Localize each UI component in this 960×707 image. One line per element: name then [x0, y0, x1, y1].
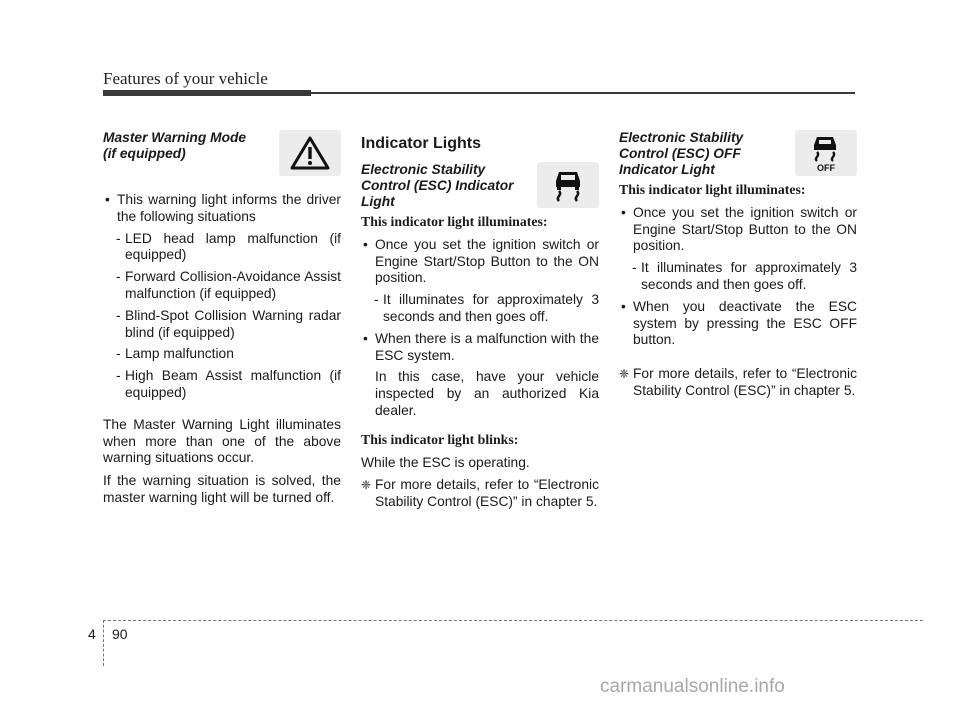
- master-warning-paragraph-1: The Master Warning Light illuminates when more than one of the above warning situations occur.: [103, 416, 341, 466]
- esc-off-icon: [795, 130, 857, 176]
- master-warning-heading: Master Warning Mode (if equipped): [103, 130, 247, 161]
- esc-indicator-heading-row: [361, 162, 599, 210]
- column-master-warning: [103, 130, 341, 513]
- esc-off-reference-note: ❈ For more details, refer to “Electronic Stability Control (ESC)” in chapter 5.: [619, 366, 857, 400]
- master-warning-item: - Lamp malfunction: [103, 346, 341, 363]
- esc-blinks-label: This indicator light blinks:: [361, 431, 519, 447]
- column-esc-indicator: [361, 130, 599, 516]
- watermark: carmanualsonline.info: [600, 676, 785, 697]
- svg-text:OFF: OFF: [817, 163, 835, 173]
- esc-illuminates-label: This indicator light illuminates:: [361, 214, 548, 229]
- esc-off-illuminates-label: This indicator light illuminates:: [619, 182, 806, 197]
- esc-off-bullet-1-sub: - It illuminates for approximately 3 seconds and then goes off.: [619, 260, 857, 294]
- master-warning-triangle-icon: [279, 130, 341, 176]
- master-warning-item: - Blind-Spot Collision Warning radar blind (if equipped): [103, 308, 341, 342]
- esc-off-bullet-2: • When you deactivate the ESC system by pressing the ESC OFF button.: [619, 299, 857, 349]
- esc-bullet-2: • When there is a malfunction with the ESC system.: [361, 331, 599, 365]
- master-warning-item: - LED head lamp malfunction (if equipped): [103, 231, 341, 265]
- footer-divider: [103, 620, 104, 666]
- master-warning-paragraph-2: If the warning situation is solved, the master warning light will be turned off.: [103, 473, 341, 505]
- esc-indicator-icon: [537, 162, 599, 208]
- header-rule-thin: [311, 92, 855, 94]
- footer-rule: [103, 620, 923, 621]
- esc-off-bullet-1: • Once you set the ignition switch or Engine Start/Stop Button to the ON position.: [619, 205, 857, 255]
- master-warning-item: - High Beam Assist malfunction (if equipped): [103, 368, 341, 402]
- esc-bullet-1: • Once you set the ignition switch or Engine Start/Stop Button to the ON position.: [361, 237, 599, 287]
- esc-bullet-1-sub: - It illuminates for approximately 3 seconds and then goes off.: [361, 292, 599, 326]
- chapter-number: 4: [88, 626, 96, 642]
- esc-off-heading-row: [619, 130, 857, 178]
- header-rule-thick: [103, 90, 311, 96]
- master-warning-item: - Forward Collision-Avoidance Assist malfunction (if equipped): [103, 269, 341, 303]
- indicator-lights-title: Indicator Lights: [361, 135, 481, 152]
- page-header-title: Features of your vehicle: [103, 69, 268, 88]
- master-warning-bullet: • This warning light informs the driver the following situations: [103, 192, 341, 226]
- column-esc-off-indicator: [619, 130, 857, 405]
- esc-bullet-2-followup: In this case, have your vehicle inspected by an authorized Kia dealer.: [375, 369, 599, 418]
- esc-blinks-text: While the ESC is operating.: [361, 454, 530, 470]
- page-number: 90: [112, 626, 128, 642]
- esc-indicator-heading: Electronic Stability Control (ESC) Indicator Light: [361, 162, 514, 209]
- esc-reference-note: ❈ For more details, refer to “Electronic Stability Control (ESC)” in chapter 5.: [361, 477, 599, 511]
- esc-off-heading: Electronic Stability Control (ESC) OFF Indicator Light: [619, 130, 744, 177]
- master-warning-heading-row: [103, 130, 341, 176]
